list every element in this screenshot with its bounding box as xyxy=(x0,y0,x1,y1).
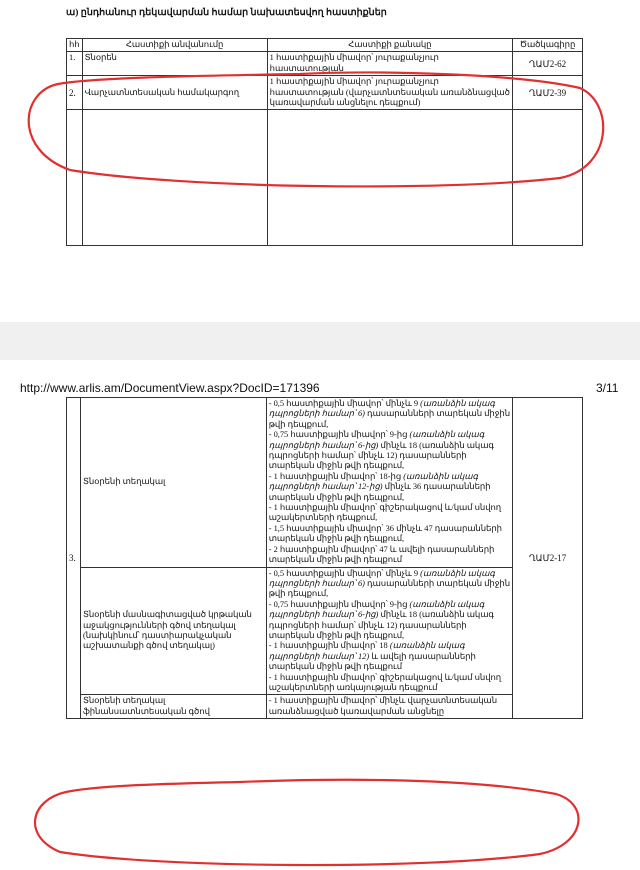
staff-table xyxy=(66,38,583,246)
table-header-row xyxy=(67,39,583,52)
position-norm: 1 հաստիքային միավոր՝ յուրաքանչյուր հաստատության xyxy=(267,52,512,76)
position-name: Տնօրենի մասնագիտացված կրթական աջակցությունների գծով տեղակալ (նախկինում՝ դաստիարակչական աշխատանքի գծով տեղակալ) xyxy=(80,567,266,695)
table-row xyxy=(67,398,583,568)
position-code: ՂԱՄ2-39 xyxy=(513,76,583,110)
document-url[interactable]: http://www.arlis.am/DocumentView.aspx?DocID=171396 xyxy=(20,381,320,395)
norm-item: - 1 հաստիքային միավոր՝ մինչև վարչատնտեսական առանձնացված կառավարման անցնելը xyxy=(268,696,498,716)
table-row xyxy=(67,695,583,719)
norm-item: - 2 հաստիքային միավոր՝ 47 և ավելի դասարանների տարեկան միջին թվի դեպքում xyxy=(268,544,495,565)
position-name: Տնօրեն xyxy=(82,52,267,76)
table-row xyxy=(67,52,583,76)
document-page-1 xyxy=(0,0,640,322)
norm-item: - 0,5 հաստիքային միավոր՝ մինչև 9 (առանձին ակագ դպրոցների համար՝ 6) դասարանների տարեկան միջին թվի դեպքում, xyxy=(268,399,511,429)
position-code: ՂԱՄ2-62 xyxy=(513,52,583,76)
table-row xyxy=(67,76,583,110)
norm-item: - 0,75 հաստիքային միավոր՝ 9-ից (առանձին ակագ դպրոցների համար՝ 6-ից) մինչև 18 (առանձին ակագ դպրոցների համար՝ մինչև 12) դասարանների տարեկան միջին թվի դեպքում, xyxy=(268,430,494,471)
position-norm xyxy=(266,695,512,719)
header-code: Ծածկագիրը xyxy=(513,39,583,52)
table-row-empty xyxy=(67,110,583,246)
header-name: Հաստիքի անվանումը xyxy=(82,39,267,52)
document-page-2 xyxy=(0,360,640,870)
norm-item: - 1,5 հաստիքային միավոր՝ 36 մինչև 47 դասարանների տարեկան միջին թվի դեպքում, xyxy=(268,523,502,544)
row-number: 1. xyxy=(67,52,83,76)
position-name: Տնօրենի տեղակալ ֆինանսատնտեսական գծով xyxy=(80,695,266,719)
norm-item: - 0,75 հաստիքային միավոր՝ 9-ից (առանձին ակագ դպրոցների համար՝ 6-ից) մինչև 18 (առանձին ակագ դպրոցների համար՝ մինչև 12) դասարանների տարեկան միջին թվի դեպքում, xyxy=(268,599,494,640)
norm-item: - 1 հաստիքային միավոր՝ 18-ից (առանձին ակագ դպրոցների համար՝ 12-ից) մինչև 36 դասարանների տարեկան միջին թվի դեպքում, xyxy=(268,471,491,502)
norm-item: - 0,5 հաստիքային միավոր՝ մինչև 9 (առանձին ակագ դպրոցների համար՝ 6) դասարանների տարեկան միջին թվի դեպքում, xyxy=(268,568,511,599)
staff-table-continued xyxy=(66,397,583,719)
position-norm: 1 հաստիքային միավոր՝ յուրաքանչյուր հաստատության (վարչատնտեսական առանձնացված կառավարման անցնելու դեպքում) xyxy=(267,76,512,110)
position-code: ՂԱՄ2-17 xyxy=(513,398,583,719)
position-norm xyxy=(266,567,512,695)
row-number: 3. xyxy=(67,398,81,719)
position-norm xyxy=(266,398,512,568)
position-name: Տնօրենի տեղակալ xyxy=(80,398,266,568)
norm-item: - 1 հաստիքային միավոր՝ 18 (առանձին ակագ դպրոցների համար՝ 12) և ավելի դասարանների տարեկան միջին թվի դեպքում xyxy=(268,641,476,672)
norm-item: - 1 հաստիքային միավոր՝ գիշերակացով և/կամ սնվող աշակերտների առկայության դեպքում xyxy=(268,672,502,692)
section-heading: ա) ընդհանուր դեկավարման համար նախատեսվող հաստիքներ xyxy=(66,8,387,18)
page-number: 3/11 xyxy=(596,381,619,395)
header-num: հհ xyxy=(67,39,83,52)
norm-item: - 1 հաստիքային միավոր՝ գիշերակացով և/կամ սնվող աշակերտների դեպքում, xyxy=(268,503,502,523)
row-number: 2. xyxy=(67,76,83,110)
header-norm: Հաստիքի քանակը xyxy=(267,39,512,52)
table-row xyxy=(67,567,583,695)
position-name: Վարչատնտեսական համակարգող xyxy=(82,76,267,110)
